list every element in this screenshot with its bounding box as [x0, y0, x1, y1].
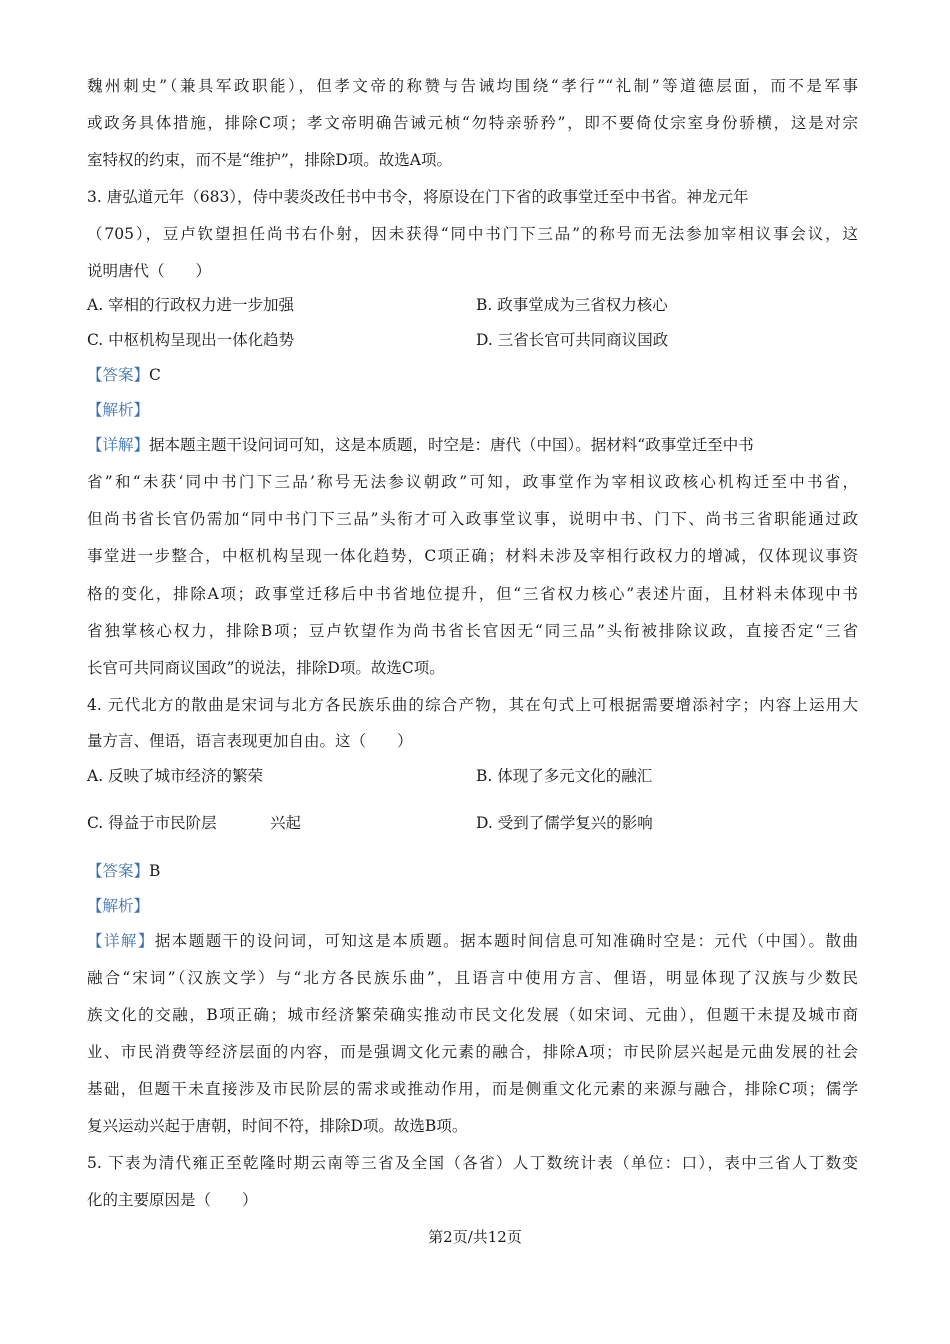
detail-line	[87, 931, 858, 951]
text-line: 或政务具体措施，排除C项；孝文帝明确告诫元桢“勿特亲骄矜”，即不要倚仗宗室身份骄横，这是对宗	[87, 114, 858, 132]
detail-line: 格的变化，排除A项；政事堂迁移后中书省地位提升，但“三省权力核心”表述片面，且材料未体现中书	[87, 585, 858, 603]
detail-label: 【详解】	[87, 436, 150, 454]
question-4-stem: 4. 元代北方的散曲是宋词与北方各民族乐曲的综合产物，其在句式上可根据需要增添衬字；内容上运用大	[87, 696, 858, 714]
detail-line: 族文化的交融，B项正确；城市经济繁荣确实推动市民文化发展（如宋词、元曲），但题干未提及城市商	[87, 1006, 858, 1024]
detail-line	[87, 435, 858, 455]
detail-line: 复兴运动兴起于唐朝，时间不符，排除D项。故选B项。	[87, 1117, 468, 1135]
option-a: A. 宰相的行政权力进一步加强	[87, 296, 295, 314]
detail-line: 业、市民消费等经济层面的内容，而是强调文化元素的融合，排除A项；市民阶层兴起是元曲发展的社会	[87, 1043, 858, 1061]
question-3-stem: （705），豆卢钦望担任尚书右仆射，因未获得“同中书门下三品”的称号而无法参加宰相议事会议，这	[87, 225, 858, 243]
option-d: D. 受到了儒学复兴的影响	[476, 814, 653, 832]
answer-value: C	[149, 366, 161, 384]
option-b: B. 政事堂成为三省权力核心	[476, 296, 668, 314]
detail-text: 据本题题干的设问词，可知这是本质题。据本题时间信息可知准确时空是：元代（中国）。散曲	[154, 932, 858, 950]
option-c-tail: 兴起	[270, 814, 302, 832]
page-footer: 第2页/共12页	[428, 1228, 522, 1246]
option-c: C. 中枢机构呈现出一体化趋势	[87, 331, 295, 349]
text-line: 魏州刺史”（兼具军政职能），但孝文帝的称赞与告诫均围绕“孝行”“礼制”等道德层面，而不是军事	[87, 77, 858, 95]
detail-text: 据本题主题干设问词可知，这是本质题，时空是：唐代（中国）。据材料“政事堂迁至中书	[149, 436, 754, 454]
analysis-label: 【解析】	[87, 401, 150, 419]
detail-line: 基础，但题干未直接涉及市民阶层的需求或推动作用，而是侧重文化元素的来源与融合，排除C项；儒学	[87, 1080, 858, 1098]
detail-line: 事堂进一步整合，中枢机构呈现一体化趋势，C项正确；材料未涉及宰相行政权力的增减，仅体现议事资	[87, 547, 858, 565]
question-4-stem: 量方言、俚语，语言表现更加自由。这（ ）	[87, 732, 413, 750]
option-c	[87, 813, 858, 833]
answer-label: 【答案】	[87, 366, 150, 384]
text-line: 室特权的约束，而不是“维护”，排除D项。故选A项。	[87, 151, 452, 169]
detail-line: 省”和“未获‘同中书门下三品’称号无法参议朝政”可知，政事堂作为宰相议政核心机构迁至中书省，	[87, 473, 858, 491]
question-3-stem: 3. 唐弘道元年（683），侍中裴炎改任书中书令，将原设在门下省的政事堂迁至中书省。神龙元年	[87, 188, 749, 206]
analysis-label: 【解析】	[87, 897, 150, 915]
answer-value: B	[149, 862, 161, 880]
option-a: A. 反映了城市经济的繁荣	[87, 767, 264, 785]
option-d: D. 三省长官可共同商议国政	[476, 331, 669, 349]
question-5-stem: 5. 下表为清代雍正至乾隆时期云南等三省及全国（各省）人丁数统计表（单位：口），表中三省人丁数变	[87, 1154, 858, 1172]
detail-line: 融合“宋词”（汉族文学）与“北方各民族乐曲”，且语言中使用方言、俚语，明显体现了汉族与少数民	[87, 969, 858, 987]
detail-line: 长官可共同商议国政”的说法，排除D项。故选C项。	[87, 659, 445, 677]
detail-label: 【详解】	[87, 932, 155, 950]
question-3-stem: 说明唐代（ ）	[87, 262, 212, 280]
answer-label: 【答案】	[87, 862, 150, 880]
question-5-stem: 化的主要原因是（ ）	[87, 1191, 258, 1209]
option-c-text: C. 得益于市民阶层	[87, 814, 217, 832]
option-b: B. 体现了多元文化的融汇	[476, 767, 653, 785]
answer-line	[87, 365, 858, 385]
detail-line: 省独掌核心权力，排除B项；豆卢钦望作为尚书省长官因无“同三品”头衔被排除议政，直接否定“三省	[87, 622, 858, 640]
answer-line	[87, 861, 858, 881]
detail-line: 但尚书省长官仍需加“同中书门下三品”头衔才可入政事堂议事，说明中书、门下、尚书三省职能通过政	[87, 510, 858, 528]
